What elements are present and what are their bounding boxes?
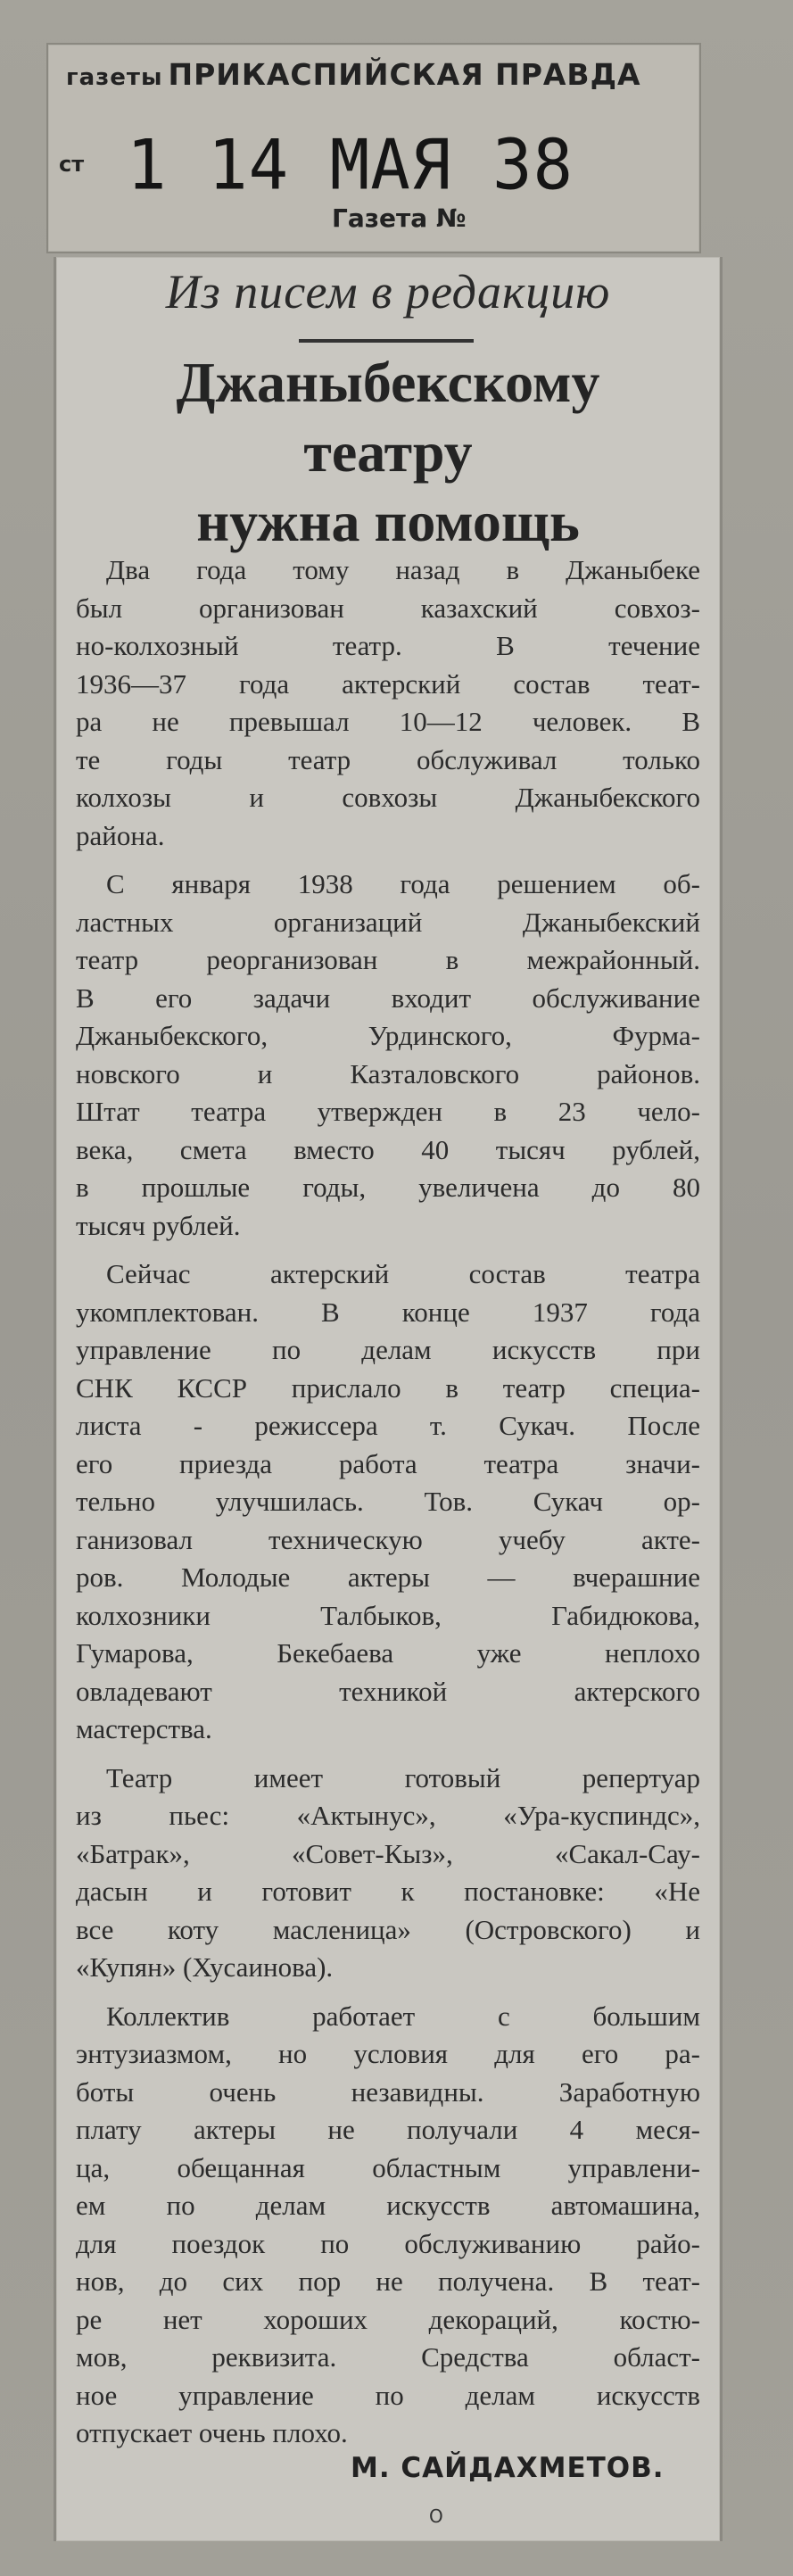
article-line: в прошлые годы, увеличена до 80 [76,1172,700,1203]
paragraph-gap [76,1245,700,1255]
article-line: укомплектован. В конце 1937 года [76,1296,700,1328]
article-line: для поездок по обслуживанию райо- [76,2227,700,2259]
stamp-gazeta-label: Газета № [332,203,467,233]
end-mark: О [429,2506,443,2527]
article-line: «Купян» (Хусаинова). [76,1951,334,1983]
article-line: Гумарова, Бекебаева уже неплохо [76,1637,700,1669]
article-line: его приезда работа театра значи- [76,1447,700,1479]
article-line: ем по делам искусств автомашина, [76,2190,700,2221]
stamp-newspaper-name: ПРИКАСПИЙСКАЯ ПРАВДА [168,57,641,92]
article-line: ца, обещанная областным управлени- [76,2151,700,2183]
article-line: мов, реквизита. Средства област- [76,2341,700,2373]
article-line: Сейчас актерский состав театра [106,1258,700,1289]
article-line: колхозники Талбыков, Габидюкова, [76,1599,700,1631]
headline-line: нужна помощь [196,490,580,553]
article-line: Штат театра утвержден в 23 чело- [76,1096,700,1127]
article-rubric: Из писем в редакцию [165,265,611,319]
headline-line: Джаныбекскому [176,351,600,414]
article-line: театр реорганизован в межрайонный. [76,944,700,975]
article-line: плату актеры не получали 4 меся- [76,2114,700,2145]
article-paragraph [76,1760,700,1987]
article-line: Джаныбекского, Урдинского, Фурма- [76,1020,700,1051]
paragraph-gap [76,1749,700,1760]
article-line: тельно улучшилась. Тов. Сукач ор- [76,1486,700,1517]
article-line: колхозы и совхозы Джаныбекского [76,782,700,813]
stamp-newspaper-line [66,57,641,92]
article-line: СНК КССР прислало в театр специа- [76,1371,700,1404]
paragraph-gap [76,855,700,866]
article-line: энтузиазмом, но условия для его ра- [76,2038,700,2069]
article-line: «Батрак», «Совет-Кыз», «Сакал-Сау- [76,1837,700,1869]
article-line: района. [76,819,165,851]
article-line: те годы театр обслуживал только [76,743,700,775]
article-line: ров. Молодые актеры — вчерашние [76,1561,700,1593]
article-paragraph [76,551,700,855]
article-line: дасын и готовит к постановке: «Не [76,1876,700,1907]
article-paragraph [76,1998,700,2453]
article-line: ганизовал техническую учебу акте- [76,1523,700,1555]
article-line: века, смета вместо 40 тысяч рублей, [76,1133,700,1165]
stamp-st-label: ст [59,152,85,177]
article-line: мастерства. [76,1713,212,1744]
article-line: ное управление по делам искусств [76,2379,700,2411]
article-headline [56,348,720,557]
article-paragraph [76,866,700,1245]
rubric-divider [299,339,474,343]
article-line: новского и Казталовского районов. [76,1057,700,1089]
article-paragraph [76,1255,700,1749]
article-line: листа - режиссера т. Сукач. После [76,1410,700,1441]
article-line: был организован казахский совхоз- [76,592,700,624]
article-line: Коллектив работает с большим [106,2000,700,2032]
article-line: из пьес: «Актынус», «Ура-куспиндс», [76,1800,700,1831]
article-line: ластных организаций Джаныбекский [76,906,700,938]
newspaper-clipping [54,257,723,2541]
stamp-prefix: газеты [66,64,163,91]
article-line: боты очень незавидны. Заработную [76,2075,700,2108]
article-line: овладевают техникой актерского [76,1675,700,1707]
stamp-date: 1 14 МАЯ 38 [127,124,574,206]
article-line: С января 1938 года решением об- [106,868,700,899]
article-line: нов, до сих пор не получена. В теат- [76,2265,700,2297]
article-line: отпускает очень плохо. [76,2417,348,2448]
article-body [76,551,700,2453]
article-line: В его задачи входит обслуживание [76,982,700,1014]
article-line: управление по делам искусств при [76,1334,700,1365]
article-line: Два года тому назад в Джаныбеке [106,554,700,585]
article-line: ра не превышал 10—12 человек. В [76,706,700,737]
article-line: тысяч рублей. [76,1209,241,1241]
author-signature: М. САЙДАХМЕТОВ. [351,2452,665,2484]
article-line: ре нет хороших декораций, костю- [76,2303,700,2335]
article-line: все коту масленица» (Островского) и [76,1913,700,1945]
clipping-bureau-stamp [46,43,701,253]
article-line: но-колхозный театр. В течение [76,630,700,661]
paragraph-gap [76,1987,700,1998]
headline-line: театру [303,420,473,484]
article-line: Театр имеет готовый репертуар [106,1761,700,1793]
article-line: 1936—37 года актерский состав теат- [76,667,700,700]
